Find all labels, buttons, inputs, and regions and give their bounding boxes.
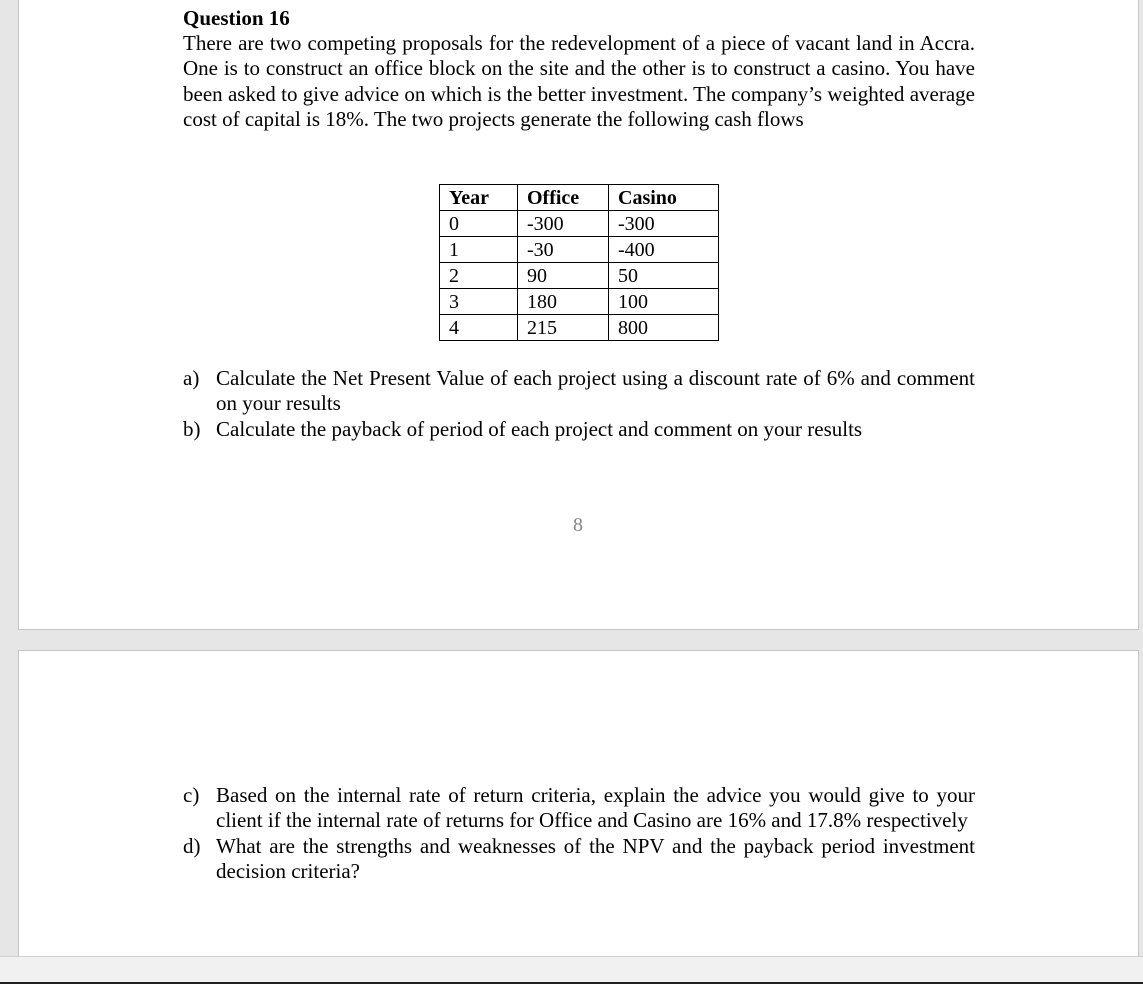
question-part-d — [183, 834, 975, 885]
question-part-text: Based on the internal rate of return criteria, explain the advice you would give to your client if the internal rate of returns for Office and Casino are 16% and 17.8% respectively — [216, 783, 975, 833]
table-cell-office: 90 — [518, 263, 609, 289]
table-cell-year: 3 — [440, 289, 518, 315]
table-cell-casino: -400 — [609, 237, 719, 263]
question-block — [183, 6, 975, 132]
question-part-text: Calculate the Net Present Value of each project using a discount rate of 6% and comment on your results — [216, 366, 975, 416]
table-cell-casino: 50 — [609, 263, 719, 289]
question-intro: There are two competing proposals for the redevelopment of a piece of vacant land in Accra. One is to construct an office block on the site and the other is to construct a casino. You have been asked to give advice on which is the better investment. The company’s weighted average cost of capital is 18%. The two projects generate the following cash flows — [183, 31, 975, 131]
table-cell-office: -300 — [518, 211, 609, 237]
table-cell-casino: 100 — [609, 289, 719, 315]
cash-flow-table — [439, 184, 719, 341]
table-row — [440, 315, 719, 341]
table-row — [440, 289, 719, 315]
table-cell-year: 1 — [440, 237, 518, 263]
horizontal-scrollbar[interactable] — [0, 956, 1143, 983]
question-part-text: What are the strengths and weaknesses of the NPV and the payback period investment decision criteria? — [216, 833, 975, 883]
table-header-year: Year — [440, 185, 518, 211]
table-cell-year: 4 — [440, 315, 518, 341]
table-cell-year: 0 — [440, 211, 518, 237]
document-page-2 — [18, 650, 1139, 960]
table-row — [440, 211, 719, 237]
document-page-1 — [18, 0, 1139, 630]
question-part-b — [183, 417, 975, 442]
table-cell-casino: 800 — [609, 315, 719, 341]
question-parts-list-1 — [183, 366, 975, 442]
table-cell-year: 2 — [440, 263, 518, 289]
list-marker: a) — [183, 366, 200, 390]
question-part-c — [183, 783, 975, 834]
table-header-office: Office — [518, 185, 609, 211]
table-cell-casino: -300 — [609, 211, 719, 237]
table-cell-office: 180 — [518, 289, 609, 315]
table-row — [440, 263, 719, 289]
table-row — [440, 237, 719, 263]
question-part-a — [183, 366, 975, 417]
list-marker: c) — [183, 783, 200, 807]
list-marker: d) — [183, 833, 201, 858]
table-header-casino: Casino — [609, 185, 719, 211]
question-title: Question 16 — [183, 6, 290, 30]
question-part-text: Calculate the payback of period of each project and comment on your results — [216, 416, 863, 441]
list-marker: b) — [183, 416, 201, 441]
table-cell-office: -30 — [518, 237, 609, 263]
table-cell-office: 215 — [518, 315, 609, 341]
page-number: 8 — [573, 514, 583, 536]
table-header-row — [440, 185, 719, 211]
question-parts-list-2 — [183, 783, 975, 884]
